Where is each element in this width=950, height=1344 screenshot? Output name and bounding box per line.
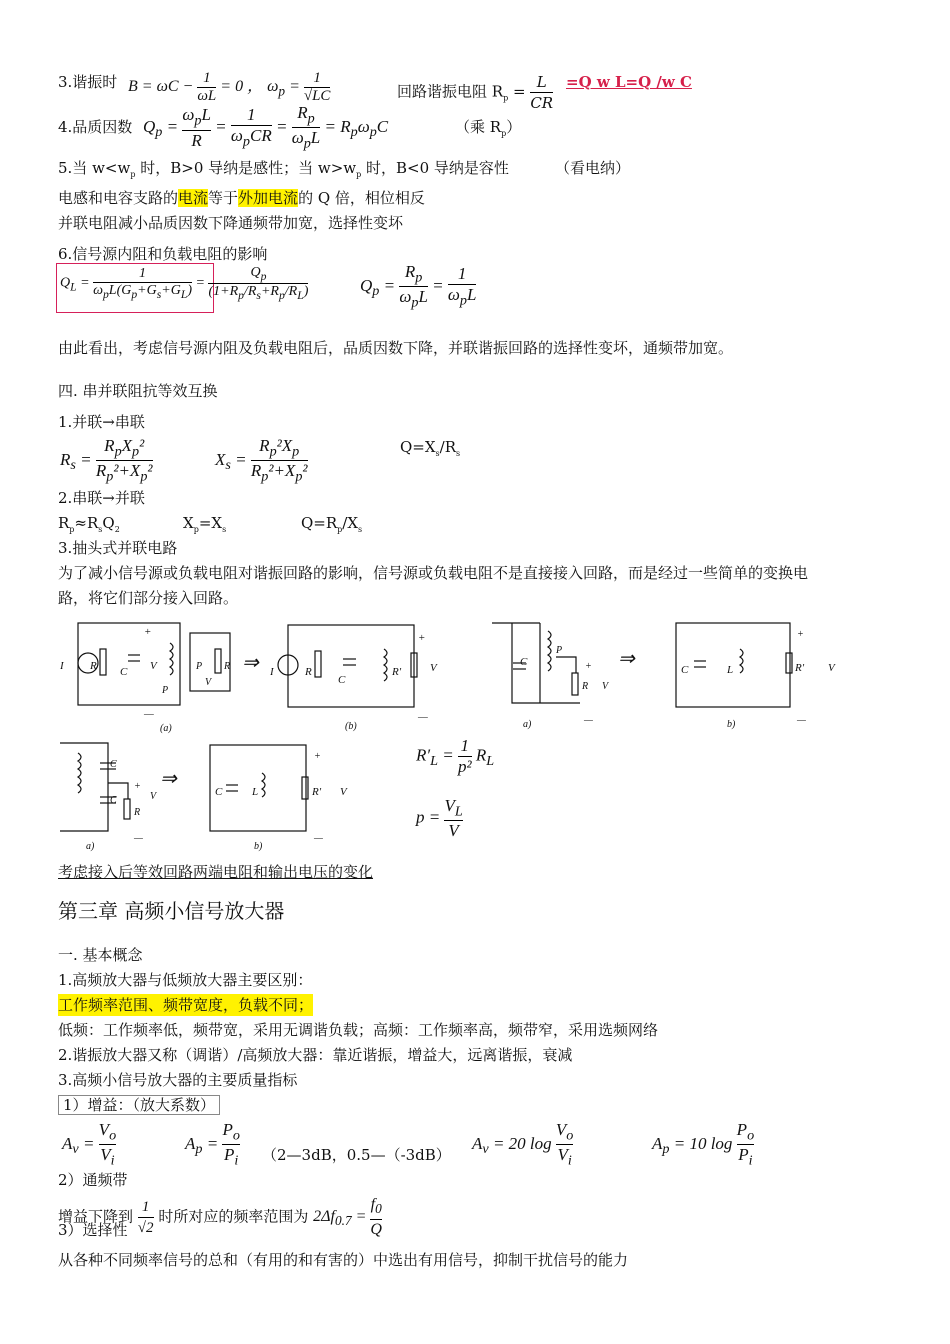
- formula-b: B = ωC − 1 ωL = 0 ， $\omega_p$ = 1 √LC: [128, 70, 331, 104]
- label-b3: b): [254, 841, 263, 852]
- red-formula: =Q w L=Q /w C: [566, 73, 692, 91]
- svg-text:—: —: [797, 715, 806, 726]
- svg-text:R: R: [90, 660, 97, 672]
- main-difference: 1.高频放大器与低频放大器主要区别：: [58, 971, 313, 989]
- multiply-rp: （乘 $R_p$）: [455, 118, 522, 138]
- svg-text:⇒: ⇒: [618, 648, 635, 670]
- svg-text:⇒: ⇒: [160, 768, 177, 790]
- svg-text:+: +: [134, 781, 141, 792]
- svg-text:—: —: [314, 833, 323, 844]
- svg-text:+: +: [797, 629, 804, 640]
- svg-text:+: +: [585, 661, 592, 672]
- xp-equals-xs: $X_p=X_s$: [183, 514, 227, 534]
- svg-text:V: V: [205, 677, 212, 688]
- chapter-title: 第三章 高频小信号放大器: [58, 899, 285, 923]
- formula-rl-prime: $R'_L$ = 1 p² $R_L$: [416, 736, 495, 776]
- circuit-b-equivalent: [269, 625, 438, 732]
- svg-text:C: C: [110, 759, 117, 770]
- svg-text:+: +: [144, 626, 152, 638]
- formula-rs: $R_s$ = $R_pX_p^2$ $R_p^2+X_p^2$: [60, 436, 153, 485]
- low-high-frequency: 低频：工作频率低，频带宽，采用无调谐负载；高频：工作频率高，频带窄，采用选频网络: [58, 1021, 659, 1039]
- svg-text:C: C: [520, 656, 528, 668]
- formula-ap: $A_p$ = $P_o$ $P_i$: [185, 1120, 240, 1169]
- quality-factor: 4.品质因数: [58, 118, 133, 136]
- label-b2: b): [727, 719, 736, 730]
- formula-q: $Q_p$ = $\omega_pL$ R = 1 $\omega_pCR$ = $R_p$ $\omega_pL = R_p\omega_pC$: [143, 103, 389, 152]
- formula-av: $A_v$ = $V_o$ $V_i$: [62, 1120, 117, 1169]
- approx-rp: $R_p\approx R_sQ_2$: [58, 514, 120, 534]
- formula-xs: $X_s$ = $R_p^2X_p$ $R_p^2+X_p^2$: [215, 436, 308, 485]
- svg-text:P: P: [162, 685, 169, 696]
- svg-text:C: C: [120, 666, 128, 678]
- svg-text:P: P: [196, 661, 203, 672]
- formula-ql: $Q_L$ = 1 $\omega_pL(G_p+G_s+G_L)$ = $Q_p$ $(1+R_p/R_s+R_p/R_L)$: [60, 265, 309, 302]
- formula-av-log: $A_v = 20$ log $V_o$ $V_i$: [472, 1120, 574, 1169]
- label-a: (a): [160, 723, 172, 734]
- quality-indicators: 3.高频小信号放大器的主要质量指标: [58, 1071, 298, 1089]
- resonance-resistance: 回路谐振电阻 $R_p$ = L CR: [397, 73, 554, 112]
- svg-text:L: L: [727, 664, 734, 676]
- parallel-to-series: 1.并联→串联: [58, 413, 145, 431]
- selectivity-definition: 从各种不同频率信号的总和（有用的和有害的）中选出有用信号，抑制干扰信号的能力: [58, 1251, 629, 1269]
- svg-text:V: V: [150, 660, 157, 672]
- svg-text:C: C: [681, 664, 689, 676]
- svg-text:⇒: ⇒: [242, 652, 259, 674]
- parallel-resistance-line: 并联电阻减小品质因数下降通频带加宽，选择性变坏: [58, 214, 404, 232]
- formula-p: p = $V_L$ V: [416, 796, 463, 841]
- svg-text:R: R: [224, 661, 231, 672]
- tap-description-2: 路，将它们部分接入回路。: [58, 589, 239, 607]
- tuned-amplifier: 2.谐振放大器又称（调谐）/高频放大器：靠近谐振，增益大，远离谐振，衰减: [58, 1046, 573, 1064]
- svg-text:—: —: [584, 715, 593, 726]
- formula-ap-log: $A_p = 10$ log $P_o$ $P_i$: [652, 1120, 755, 1169]
- svg-text:—: —: [134, 833, 143, 844]
- circuit-b-tap: [676, 623, 836, 730]
- circuit-a-source: [59, 623, 260, 734]
- svg-text:V: V: [150, 791, 157, 802]
- resonance-condition: 3.谐振时: [58, 73, 118, 91]
- circuit-b-capacitor-tap: [210, 745, 348, 852]
- susceptance-line: 5.当 $w<w_p$ 时，B>0 导纳是感性；当 $w>w_p$ 时，B<0 导纳是容性: [58, 159, 509, 179]
- difference-answer: 工作频率范围、频带宽度，负载不同；: [58, 996, 314, 1014]
- label-a2: a): [523, 719, 532, 730]
- circuit-a-tap: [492, 623, 636, 730]
- svg-text:I: I: [60, 660, 64, 672]
- label-a3: a): [86, 841, 95, 852]
- circuit-a-capacitor-tap: [60, 743, 178, 852]
- section-4-heading: 四. 串并联阻抗等效互换: [58, 382, 218, 400]
- q-ratio-2: $Q=R_p/X_s$: [301, 514, 363, 534]
- svg-text:C: C: [215, 786, 223, 798]
- q-ratio-1: $Q=X_s/R_s$: [400, 438, 461, 458]
- svg-text:V: V: [340, 786, 347, 798]
- look-susceptance: （看电纳）: [555, 159, 631, 177]
- svg-text:—: —: [144, 708, 154, 720]
- circuit-diagrams: [0, 605, 950, 855]
- db-note: （2—3dB，0.5—（-3dB）: [262, 1146, 451, 1164]
- svg-text:R: R: [582, 681, 589, 692]
- series-to-parallel: 2.串联→并联: [58, 489, 145, 507]
- svg-text:I: I: [270, 666, 274, 678]
- equivalent-change-note: 考虑接入后等效回路两端电阻和输出电压的变化: [58, 863, 374, 881]
- svg-text:—: —: [418, 711, 428, 723]
- label-b: (b): [345, 721, 357, 732]
- svg-text:C: C: [338, 674, 346, 686]
- svg-text:+: +: [314, 751, 321, 762]
- source-load-heading: 6.信号源内阻和负载电阻的影响: [58, 245, 268, 263]
- bandwidth-definition: 增益下降到 1 √2 时所对应的频率范围为 $2\Delta f_{0.7}$ = $f_0$ Q: [58, 1196, 382, 1239]
- tap-circuit-heading: 3.抽头式并联电路: [58, 539, 178, 557]
- svg-text:R′: R′: [392, 666, 402, 678]
- svg-text:R′: R′: [795, 662, 805, 674]
- svg-text:R: R: [305, 666, 312, 678]
- tap-description-1: 为了减小信号源或负载电阻对谐振回路的影响，信号源或负载电阻不是直接接入回路，而是经过一些简单的变换电: [58, 564, 809, 582]
- svg-text:V: V: [828, 662, 835, 674]
- current-line: 电感和电容支路的电流等于外加电流的 Q 倍，相位相反: [58, 189, 425, 207]
- bandwidth-heading: 2）通频带: [58, 1171, 128, 1189]
- selectivity-heading: 3）选择性: [58, 1221, 128, 1239]
- svg-text:V: V: [430, 662, 437, 674]
- svg-text:C: C: [110, 795, 117, 806]
- gain-heading: 1）增益：（放大系数）: [58, 1095, 220, 1115]
- svg-text:R′: R′: [312, 786, 322, 798]
- svg-text:+: +: [418, 632, 426, 644]
- svg-text:R: R: [134, 807, 141, 818]
- basic-concepts: 一. 基本概念: [58, 946, 143, 964]
- svg-text:V: V: [602, 681, 609, 692]
- svg-text:L: L: [252, 786, 259, 798]
- formula-qp: $Q_p$ = $R_p$ $\omega_pL$ = 1 $\omega_pL$: [360, 262, 477, 311]
- conclusion-line: 由此看出，考虑信号源内阻及负载电阻后，品质因数下降，并联谐振回路的选择性变坏，通频带加宽。: [58, 339, 734, 357]
- svg-text:P: P: [556, 645, 563, 656]
